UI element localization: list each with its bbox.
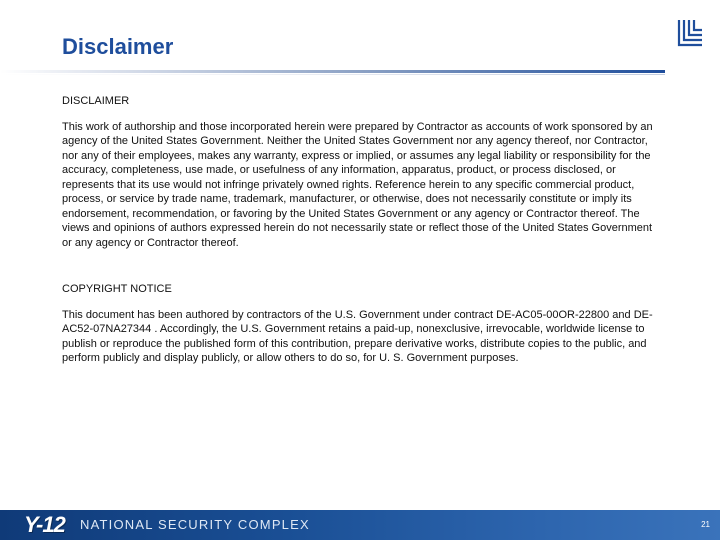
y12-logo-mark: Y-12	[24, 512, 65, 537]
disclaimer-text: This work of authorship and those incorporated herein were prepared by Contractor as accounts of work sponsored by an agency of the United States Government. Neither the United States Government nor any agency thereof, nor Contractor, nor any of their employees, makes any warranty, express or implied, or assumes any legal liability or responsibility for the accuracy, completeness, use made, or usefulness of any information, apparatus, product, or process disclosed, or represents that its use would not infringe privately owned rights. Reference herein to any specific commercial product, process, or service by trade name, trademark, manufacturer, or otherwise, does not necessarily constitute or imply its endorsement, recommendation, or favoring by the United States Government or any agency or Contractor thereof. The views and opinions of authors expressed herein do not necessarily state or reflect those of the United States Government or any agency or Contractor thereof.	[62, 120, 653, 249]
footer-band	[0, 510, 720, 540]
copyright-heading: COPYRIGHT NOTICE	[62, 283, 172, 295]
copyright-text: This document has been authored by contractors of the U.S. Government under contract DE-AC05-00OR-22800 and DE-AC52-07NA27344 . Accordingly, the U.S. Government retains a paid-up, nonexclusive, irrevocable, worldwide license to publish or reproduce the published form of this contribution, prepare derivative works, distribute copies to the public, and perform publicly and display publicly, or allow others to do so, for U. S. Government purposes.	[62, 308, 653, 364]
page-title: Disclaimer	[62, 34, 174, 59]
nnsa-logo-icon	[676, 18, 704, 48]
title-divider	[0, 70, 665, 73]
document-body	[62, 94, 662, 366]
title-divider-thin	[0, 74, 665, 75]
disclaimer-heading: DISCLAIMER	[62, 95, 130, 107]
footer-brand-name: NATIONAL SECURITY COMPLEX	[80, 517, 310, 532]
page-number: 21	[701, 520, 710, 529]
